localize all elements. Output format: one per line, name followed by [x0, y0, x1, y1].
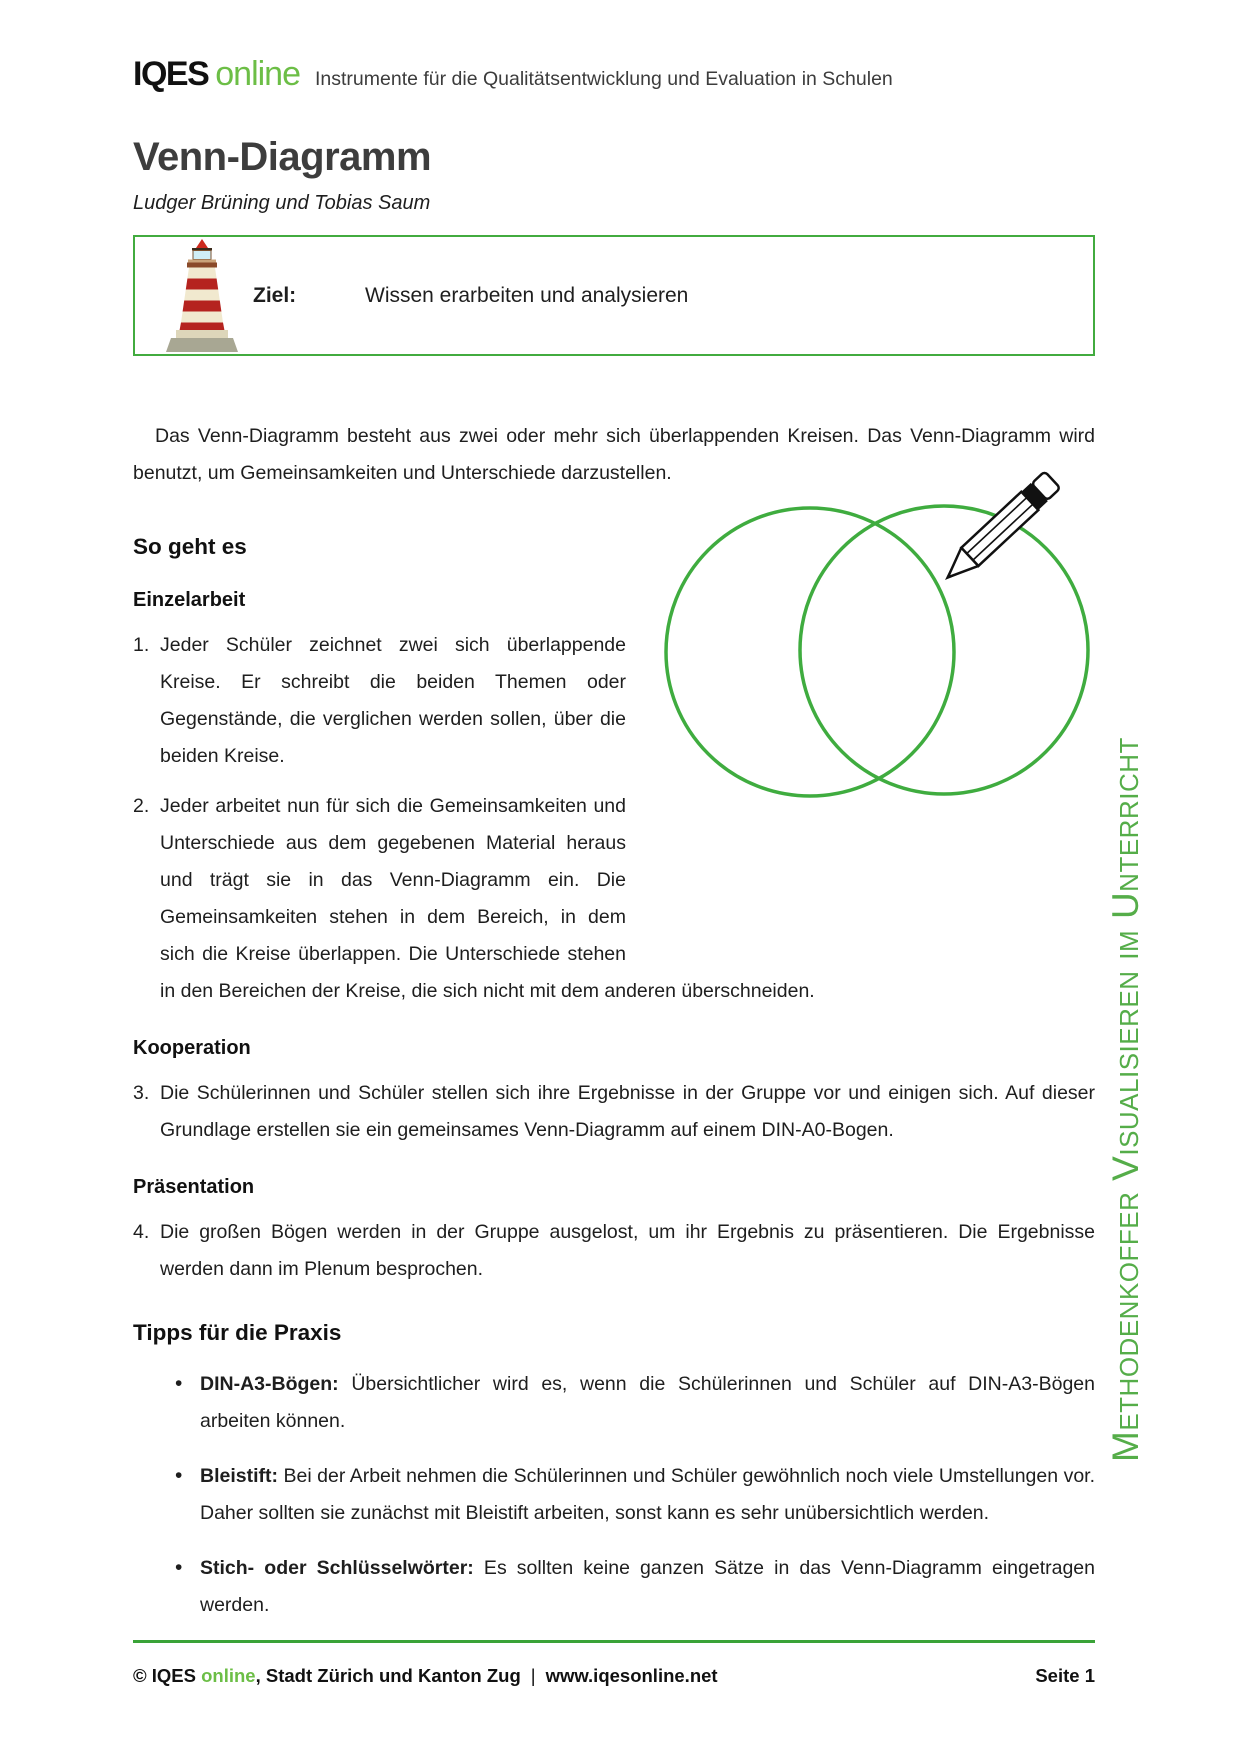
tip-lead: Bleistift: — [200, 1465, 278, 1487]
step-2-number: 2. — [133, 795, 150, 817]
tip-item-din-a3 — [175, 1365, 1095, 1440]
section-heading-tipps: Tipps für die Praxis — [133, 1320, 342, 1345]
footer-copyright-online: online — [201, 1665, 256, 1686]
page-number: Seite 1 — [1035, 1665, 1095, 1686]
venn-circle-left — [666, 508, 954, 796]
subheading-praesentation: Präsentation — [133, 1176, 255, 1198]
step-3-number: 3. — [133, 1082, 150, 1104]
step-4-text: Die großen Bögen werden in der Gruppe ausgelost, um ihr Ergebnis zu präsentieren. Die Ergebnisse werden dann im Plenum besprochen. — [160, 1221, 1095, 1280]
iqes-logo-text: IQES — [133, 55, 209, 93]
step-2-text: Jeder arbeitet nun für sich die Gemeinsamkeiten und Unterschiede aus dem gegebenen Material heraus und trägt sie in das Venn-Diagramm ein. Die Gemeinsamkeiten stehen in dem Bereich, in dem sich die Kreise überlappen. Die Unterschiede stehen in den Bereichen der Kreise, die sich nicht mit dem anderen überschneiden. — [160, 795, 815, 1002]
goal-box — [133, 235, 1095, 356]
authors-line: Ludger Brüning und Tobias Saum — [133, 192, 431, 214]
footer-copyright-prefix: © IQES — [133, 1665, 202, 1686]
step-4 — [133, 1214, 1095, 1288]
header-tagline: Instrumente für die Qualitätsentwicklung und Evaluation in Schulen — [315, 68, 893, 90]
bullet-icon: • — [175, 1556, 183, 1579]
tip-text: Übersichtlicher wird es, wenn die Schülerinnen und Schüler auf DIN-A3-Bögen arbeiten können. — [200, 1373, 1095, 1432]
footer-separator: | — [530, 1665, 536, 1686]
sidebar-vertical-text: Methodenkoffer Visualisieren im Unterricht — [1105, 737, 1146, 1462]
page-title: Venn-Diagramm — [133, 135, 432, 179]
step-2 — [133, 788, 1095, 1010]
tip-lead: Stich- oder Schlüsselwörter: — [200, 1557, 474, 1579]
step-3-text: Die Schülerinnen und Schüler stellen sich ihre Ergebnisse in der Gruppe vor und einigen sich. Auf dieser Grundlage erstellen sie ein gemeinsames Venn-Diagramm auf einem DIN-A0-Bogen. — [160, 1082, 1095, 1141]
page-header — [133, 56, 1095, 98]
goal-value: Wissen erarbeiten und analysieren — [365, 284, 689, 307]
intro-paragraph: Das Venn-Diagramm besteht aus zwei oder mehr sich überlappenden Kreisen. Das Venn-Diagramm wird benutzt, um Gemeinsamkeiten und Unterschiede darzustellen. — [133, 425, 1095, 484]
tip-lead: DIN-A3-Bögen: — [200, 1373, 339, 1395]
venn-diagram-figure — [650, 452, 1095, 804]
page-footer — [133, 1640, 1095, 1694]
subheading-einzelarbeit: Einzelarbeit — [133, 589, 246, 611]
subheading-kooperation: Kooperation — [133, 1037, 251, 1059]
goal-label: Ziel: — [253, 284, 297, 307]
section-heading-so-geht-es: So geht es — [133, 534, 247, 559]
venn-circle-right — [800, 506, 1088, 794]
pencil-icon — [936, 471, 1061, 590]
tip-text: Es sollten keine ganzen Sätze in das Venn-Diagramm eingetragen werden. — [200, 1557, 1095, 1616]
step-3 — [133, 1075, 1095, 1149]
footer-url[interactable]: www.iqesonline.net — [545, 1665, 718, 1686]
footer-copyright-suffix: , Stadt Zürich und Kanton Zug — [255, 1665, 521, 1686]
step-1-number: 1. — [133, 634, 150, 656]
bullet-icon: • — [175, 1464, 183, 1487]
step-4-number: 4. — [133, 1221, 150, 1243]
tip-item-bleistift — [175, 1457, 1095, 1532]
tip-item-schluesselwoerter — [175, 1549, 1095, 1624]
iqes-logo-online-text: online — [215, 55, 300, 93]
tip-text: Bei der Arbeit nehmen die Schülerinnen und Schüler gewöhnlich noch viele Umstellungen vor. Daher sollten sie zunächst mit Bleistift arbeiten, sonst kann es sehr unübersichtlich werden. — [200, 1465, 1095, 1524]
footer-divider — [133, 1640, 1095, 1643]
lighthouse-icon — [165, 239, 239, 353]
footer-copyright — [133, 1657, 718, 1694]
bullet-icon: • — [175, 1372, 183, 1395]
step-1-text: Jeder Schüler zeichnet zwei sich überlappende Kreise. Er schreibt die beiden Themen oder Gegenstände, die verglichen werden sollen, über die beiden Kreise. — [160, 634, 626, 767]
